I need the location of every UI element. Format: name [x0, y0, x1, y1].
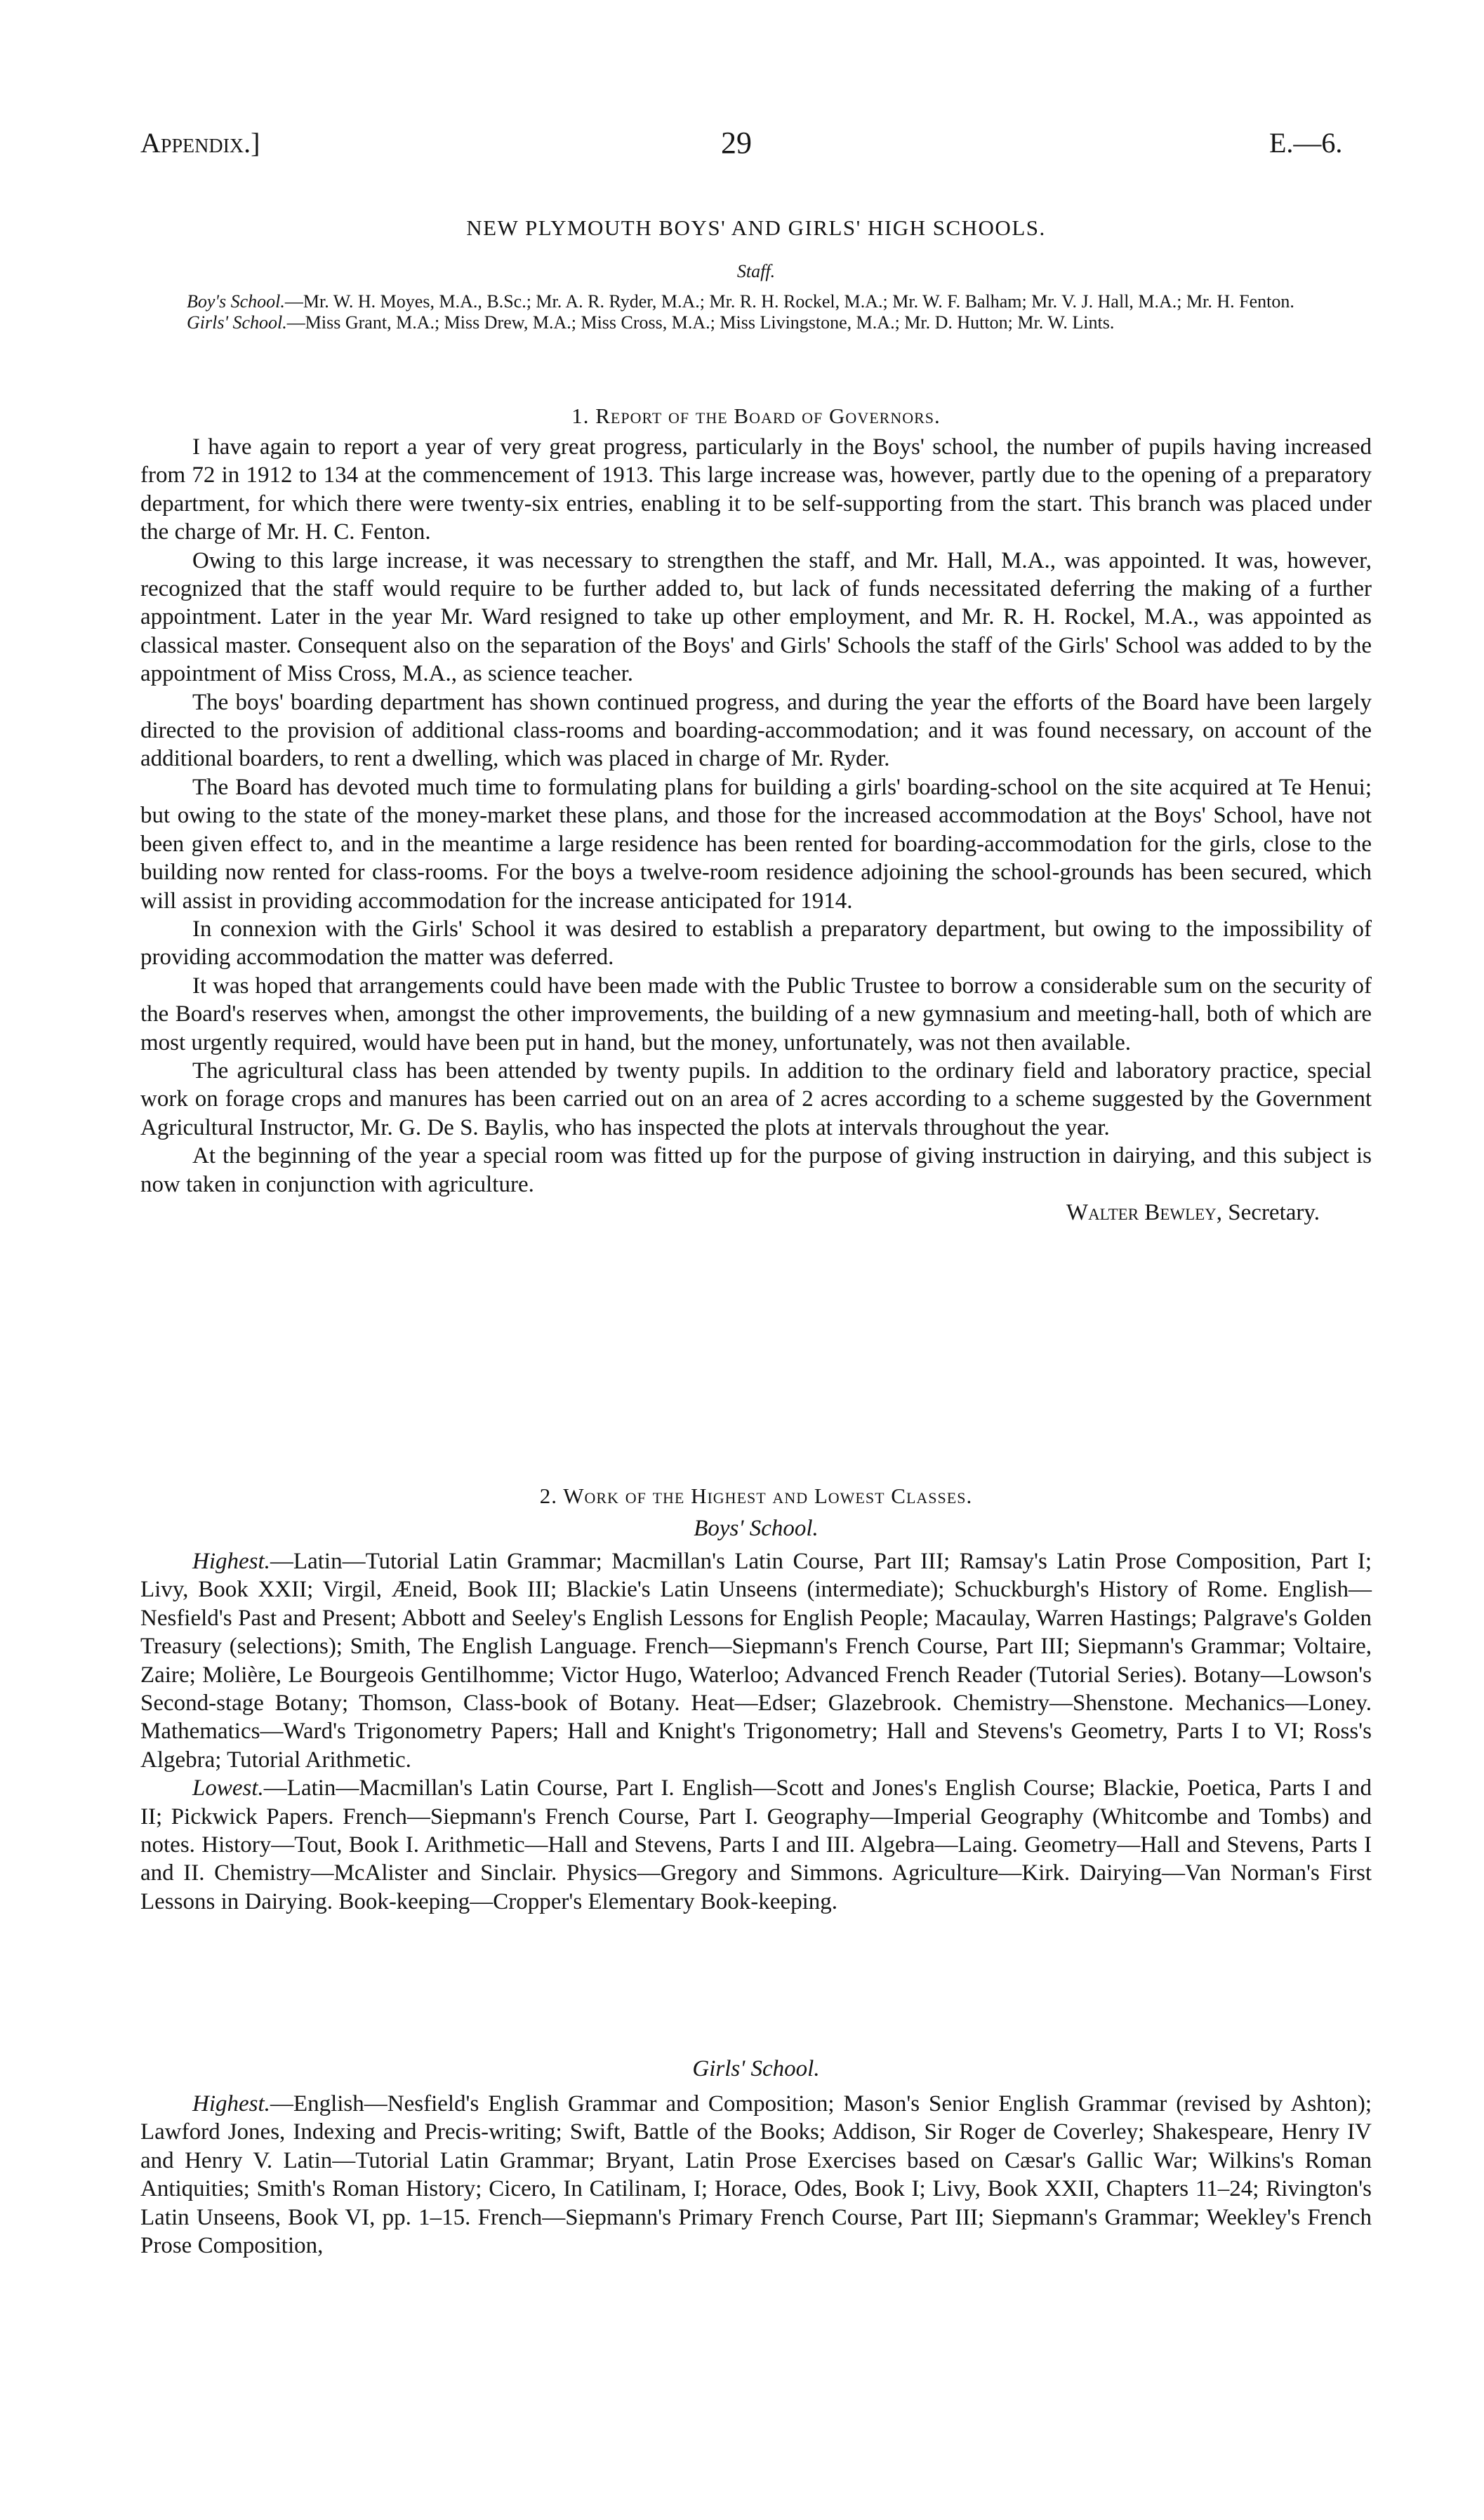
boys-lowest-label: Lowest.	[192, 1775, 264, 1801]
girls-staff-text: —Miss Grant, M.A.; Miss Drew, M.A.; Miss Cross, M.A.; Miss Livingstone, M.A.; Mr. D. Hutton; Mr. W. Lints.	[286, 312, 1115, 333]
boys-lowest-class	[140, 1774, 1372, 1916]
girls-highest-label: Highest.	[192, 2091, 270, 2116]
report-paragraph: Owing to this large increase, it was necessary to strengthen the staff, and Mr. Hall, M.A., was appointed. It was, however, recognized that the staff would require to be further added to, but lack of funds necessitated deferring the making of a further appointment. Later in the year Mr. Ward resigned to take up other employment, and Mr. R. H. Rockel, M.A., was appointed as classical master. Consequent also on the separation of the Boys' and Girls' Schools the staff of the Girls' School was added to by the appointment of Miss Cross, M.A., as science teacher.	[140, 547, 1372, 687]
report-paragraph: At the beginning of the year a special room was fitted up for the purpose of giving instruction in dairying, and this subject is now taken in conjunction with agriculture.	[140, 1143, 1372, 1197]
section-2-heading: 2. Work of the Highest and Lowest Classes.	[539, 1484, 973, 1508]
report-paragraph: I have again to report a year of very great progress, particularly in the Boys' school, the number of pupils having increased from 72 in 1912 to 134 at the commencement of 1913. This large increase was, however, partly due to the opening of a preparatory department, for which there were twenty-six entries, enabling it to be self-supporting from the start. This branch was placed under the charge of Mr. H. C. Fenton.	[140, 434, 1372, 545]
boys-highest-class	[140, 1547, 1372, 1774]
staff-list	[140, 291, 1372, 333]
boys-highest-text: —Latin—Tutorial Latin Grammar; Macmillan's Latin Course, Part III; Ramsay's Latin Prose Composition, Part I; Livy, Book XXII; Virgil, Æneid, Book III; Blackie's Latin Unseens (intermediate); Schuckburgh's History of Rome. English—Nesfield's Past and Present; Abbott and Seeley's English Lessons for English People; Macaulay, Warren Hastings; Palgrave's Golden Treasury (selections); Smith, The English Language. French—Siepmann's French Course, Part III; Siepmann's Grammar; Voltaire, Zaire; Molière, Le Bourgeois Gentilhomme; Victor Hugo, Waterloo; Advanced French Reader (Tutorial Series). Botany—Lowson's Second-stage Botany; Thomson, Class-book of Botany. Heat—Edser; Glazebrook. Chemistry—Shenstone. Mechanics—Loney. Mathematics—Ward's Trigonometry Papers; Hall and Knight's Trigonometry; Hall and Stevens's Geometry, Parts I to VI; Ross's Algebra; Tutorial Arithmetic.	[140, 1549, 1372, 1773]
header-report-code: E.—6.	[1269, 127, 1343, 159]
report-paragraph: In connexion with the Girls' School it was desired to establish a preparatory department, but owing to the impossibility of providing accommodation the matter was deferred.	[140, 916, 1372, 971]
girls-school-classes	[140, 2090, 1372, 2260]
section-1-heading: 1. Report of the Board of Governors.	[571, 404, 941, 428]
page-number: 29	[721, 126, 752, 160]
boys-highest-label: Highest.	[192, 1549, 270, 1574]
girls-staff	[140, 312, 1372, 333]
report-paragraph: The boys' boarding department has shown continued progress, and during the year the efforts of the Board have been largely directed to the provision of additional class-rooms and boarding-accommodation; and it was found necessary, on account of the additional boarders, to rent a dwelling, which was placed in charge of Mr. Ryder.	[140, 689, 1372, 772]
report-paragraph: It was hoped that arrangements could have been made with the Public Trustee to borrow a considerable sum on the security of the Board's reserves when, amongst the other improvements, the building of a new gymnasium and meeting-hall, both of which are most urgently required, would have been put in hand, but the money, unfortunately, was not then available.	[140, 973, 1372, 1055]
board-report-body	[140, 433, 1372, 1227]
staff-heading: Staff.	[736, 261, 776, 281]
boys-school-classes	[140, 1547, 1372, 1916]
report-paragraph: The Board has devoted much time to formulating plans for building a girls' boarding-school on the site acquired at Te Henui; but owing to the state of the money-market these plans, and those for the increased accommodation at the Boys' School, have not been given effect to, and in the meantime a large residence has been rented for boarding-accommodation for the girls, close to the building now rented for class-rooms. For the boys a twelve-room residence adjoining the school-grounds has been secured, which will assist in providing accommodation for the increase anticipated for 1914.	[140, 774, 1372, 914]
girls-school-heading: Girls' School.	[692, 2056, 820, 2081]
header-appendix: Appendix.]	[140, 127, 260, 159]
signature-name: Walter Bewley	[1066, 1199, 1217, 1225]
boys-staff-label: Boy's School.	[187, 291, 285, 312]
signature	[140, 1199, 1372, 1227]
girls-highest-class	[140, 2090, 1372, 2260]
boys-staff-text: —Mr. W. H. Moyes, M.A., B.Sc.; Mr. A. R. Ryder, M.A.; Mr. R. H. Rockel, M.A.; Mr. W. F. Balham; Mr. V. J. Hall, M.A.; Mr. H. Fenton.	[284, 291, 1294, 312]
report-paragraph: The agricultural class has been attended by twenty pupils. In addition to the ordinary field and laboratory practice, special work on forage crops and manures has been carried out on an area of 2 acres according to a scheme suggested by the Government Agricultural Instructor, Mr. G. De S. Baylis, who has inspected the plots at intervals throughout the year.	[140, 1058, 1372, 1140]
girls-highest-text: —English—Nesfield's English Grammar and Composition; Mason's Senior English Grammar (revised by Ashton); Lawford Jones, Indexing and Precis-writing; Swift, Battle of the Books; Addison, Sir Roger de Coverley; Shakespeare, Henry IV and Henry V. Latin—Tutorial Latin Grammar; Bryant, Latin Prose Exercises based on Cæsar's Gallic War; Wilkins's Roman Antiquities; Smith's Roman History; Cicero, In Catilinam, I; Horace, Odes, Book I; Livy, Book XXII, Chapters 11–24; Rivington's Latin Unseens, Book VI, pp. 1–15. French—Siepmann's Primary French Course, Part III; Siepmann's Grammar; Weekley's French Prose Composition,	[140, 2091, 1372, 2259]
boys-lowest-text: —Latin—Macmillan's Latin Course, Part I. English—Scott and Jones's English Course; Blackie, Poetica, Parts I and II; Pickwick Papers. French—Siepmann's French Course, Part I. Geography—Imperial Geography (Whitcombe and Tombs) and notes. History—Tout, Book I. Arithmetic—Hall and Stevens, Parts I and III. Algebra—Laing. Geometry—Hall and Stevens, Parts I and II. Chemistry—McAlister and Sinclair. Physics—Gregory and Simmons. Agriculture—Kirk. Dairying—Van Norman's First Lessons in Dairying. Book-keeping—Cropper's Elementary Book-keeping.	[140, 1775, 1372, 1914]
girls-staff-label: Girls' School.	[187, 312, 287, 333]
boys-school-heading: Boys' School.	[694, 1516, 819, 1541]
boys-staff	[140, 291, 1372, 312]
signature-title: , Secretary.	[1216, 1199, 1320, 1225]
page-title: NEW PLYMOUTH BOYS' AND GIRLS' HIGH SCHOOLS.	[466, 215, 1046, 240]
